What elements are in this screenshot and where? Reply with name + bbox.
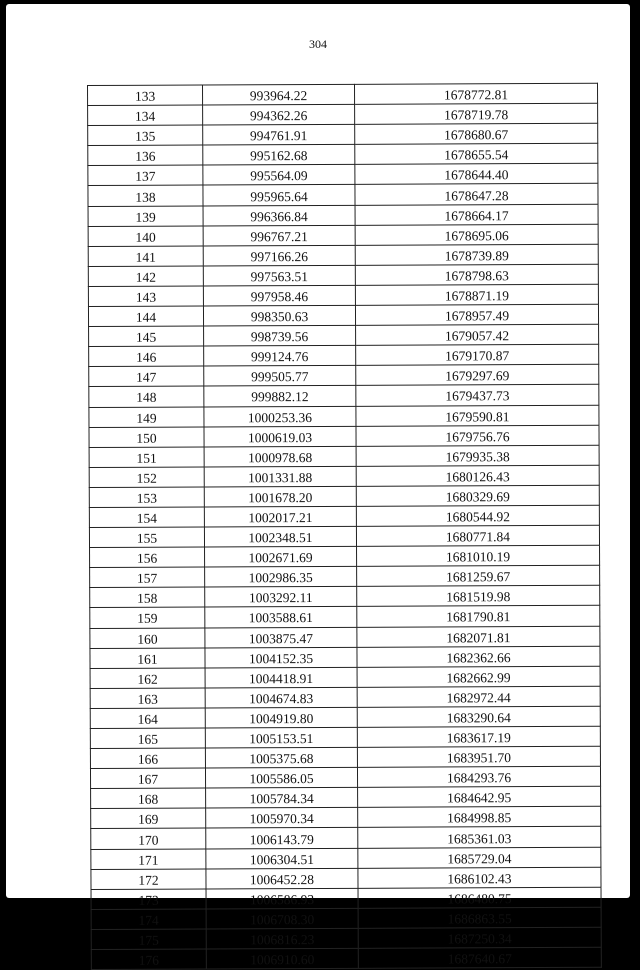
x-coordinate-cell: 994761.91	[203, 125, 355, 146]
point-number-cell: 165	[90, 728, 205, 749]
x-coordinate-cell: 997563.51	[203, 265, 355, 286]
table-row	[90, 726, 600, 748]
x-coordinate-cell: 1006304.51	[206, 848, 358, 869]
point-number-cell: 142	[88, 266, 203, 287]
point-number-cell: 147	[89, 366, 204, 387]
table-row	[90, 766, 600, 788]
y-coordinate-cell: 1679935.38	[356, 445, 599, 466]
x-coordinate-cell: 1006708.30	[206, 908, 358, 929]
table-row	[89, 485, 599, 507]
x-coordinate-cell: 1004919.80	[205, 707, 357, 728]
y-coordinate-cell: 1682362.66	[357, 646, 600, 667]
point-number-cell: 162	[90, 668, 205, 689]
table-row	[90, 686, 600, 708]
x-coordinate-cell: 1000619.03	[204, 426, 356, 447]
x-coordinate-cell: 995564.09	[203, 165, 355, 186]
y-coordinate-cell: 1679057.42	[356, 324, 599, 345]
y-coordinate-cell: 1680329.69	[356, 485, 599, 506]
y-coordinate-cell: 1687250.34	[358, 927, 601, 948]
table-row	[91, 827, 601, 849]
x-coordinate-cell: 1002017.21	[204, 506, 356, 527]
table-row	[89, 405, 599, 427]
table-row	[88, 284, 598, 306]
x-coordinate-cell: 1000978.68	[204, 446, 356, 467]
x-coordinate-cell: 1006910.60	[206, 948, 358, 969]
page-number: 304	[309, 37, 327, 51]
table-row	[90, 666, 600, 688]
table-row	[90, 545, 600, 567]
table-row	[88, 83, 598, 105]
table-row	[89, 505, 599, 527]
y-coordinate-cell: 1681790.81	[357, 606, 600, 627]
y-coordinate-cell: 1678772.81	[354, 83, 597, 104]
y-coordinate-cell: 1678695.06	[355, 224, 598, 245]
y-coordinate-cell: 1679297.69	[356, 365, 599, 386]
y-coordinate-cell: 1678957.49	[355, 304, 598, 325]
y-coordinate-cell: 1678871.19	[355, 284, 598, 305]
point-number-cell: 175	[91, 929, 206, 950]
x-coordinate-cell: 1003292.11	[205, 587, 357, 608]
point-number-cell: 163	[90, 688, 205, 709]
point-number-cell: 148	[89, 386, 204, 407]
point-number-cell: 166	[90, 748, 205, 769]
point-number-cell: 149	[89, 406, 204, 427]
point-number-cell: 151	[89, 447, 204, 468]
y-coordinate-cell: 1679170.87	[356, 344, 599, 365]
x-coordinate-cell: 1002671.69	[205, 546, 357, 567]
table-row	[90, 706, 600, 728]
table-row	[88, 184, 598, 206]
table-row	[88, 304, 598, 326]
x-coordinate-cell: 1001331.88	[204, 466, 356, 487]
x-coordinate-cell: 1003588.61	[205, 607, 357, 628]
table-row	[89, 344, 599, 366]
x-coordinate-cell: 998739.56	[204, 325, 356, 346]
x-coordinate-cell: 999505.77	[204, 366, 356, 387]
y-coordinate-cell: 1686863.55	[358, 907, 601, 928]
x-coordinate-cell: 1006452.28	[206, 868, 358, 889]
y-coordinate-cell: 1679590.81	[356, 405, 599, 426]
point-number-cell: 158	[90, 587, 205, 608]
y-coordinate-cell: 1684642.95	[358, 787, 601, 808]
y-coordinate-cell: 1678719.78	[355, 103, 598, 124]
x-coordinate-cell: 1006586.93	[206, 888, 358, 909]
y-coordinate-cell: 1678644.40	[355, 164, 598, 185]
point-number-cell: 135	[88, 125, 203, 146]
x-coordinate-cell: 996767.21	[203, 225, 355, 246]
y-coordinate-cell: 1683290.64	[357, 706, 600, 727]
y-coordinate-cell: 1678664.17	[355, 204, 598, 225]
x-coordinate-cell: 1002986.35	[205, 567, 357, 588]
y-coordinate-cell: 1685361.03	[358, 827, 601, 848]
point-number-cell: 156	[90, 547, 205, 568]
point-number-cell: 140	[88, 226, 203, 247]
point-number-cell: 145	[89, 326, 204, 347]
point-number-cell: 160	[90, 628, 205, 649]
x-coordinate-cell: 993964.22	[203, 84, 355, 105]
point-number-cell: 157	[90, 567, 205, 588]
x-coordinate-cell: 1001678.20	[204, 486, 356, 507]
x-coordinate-cell: 995965.64	[203, 185, 355, 206]
point-number-cell: 172	[91, 869, 206, 890]
document-page	[6, 4, 630, 968]
x-coordinate-cell: 995162.68	[203, 145, 355, 166]
x-coordinate-cell: 1004152.35	[205, 647, 357, 668]
x-coordinate-cell: 999882.12	[204, 386, 356, 407]
point-number-cell: 150	[89, 427, 204, 448]
y-coordinate-cell: 1686480.75	[358, 887, 601, 908]
y-coordinate-cell: 1678655.54	[355, 144, 598, 165]
table-row	[88, 164, 598, 186]
table-row	[91, 847, 601, 869]
table-row	[91, 867, 601, 889]
table-row	[89, 465, 599, 487]
y-coordinate-cell: 1686102.43	[358, 867, 601, 888]
point-number-cell: 144	[88, 306, 203, 327]
table-row	[91, 887, 601, 909]
point-number-cell: 154	[89, 507, 204, 528]
y-coordinate-cell: 1679437.73	[356, 385, 599, 406]
point-number-cell: 136	[88, 145, 203, 166]
y-coordinate-cell: 1683951.70	[357, 746, 600, 767]
table-row	[88, 103, 598, 125]
coordinate-table-body	[88, 83, 602, 969]
x-coordinate-cell: 998350.63	[203, 305, 355, 326]
x-coordinate-cell: 997166.26	[203, 245, 355, 266]
point-number-cell: 159	[90, 607, 205, 628]
y-coordinate-cell: 1682071.81	[357, 626, 600, 647]
y-coordinate-cell: 1678739.89	[355, 244, 598, 265]
point-number-cell: 143	[88, 286, 203, 307]
point-number-cell: 170	[91, 828, 206, 849]
table-row	[90, 746, 600, 768]
y-coordinate-cell: 1680544.92	[356, 505, 599, 526]
point-number-cell: 167	[90, 768, 205, 789]
point-number-cell: 138	[88, 185, 203, 206]
point-number-cell: 169	[91, 808, 206, 829]
x-coordinate-cell: 1004674.83	[205, 687, 357, 708]
y-coordinate-cell: 1685729.04	[358, 847, 601, 868]
table-row	[89, 425, 599, 447]
y-coordinate-cell: 1682662.99	[357, 666, 600, 687]
point-number-cell: 161	[90, 648, 205, 669]
table-row	[89, 385, 599, 407]
x-coordinate-cell: 997958.46	[203, 285, 355, 306]
table-row	[89, 365, 599, 387]
point-number-cell: 174	[91, 909, 206, 930]
coordinate-table-container	[87, 83, 601, 970]
point-number-cell: 164	[90, 708, 205, 729]
table-row	[89, 445, 599, 467]
table-row	[90, 586, 600, 608]
point-number-cell: 155	[89, 527, 204, 548]
x-coordinate-cell: 996366.84	[203, 205, 355, 226]
point-number-cell: 153	[89, 487, 204, 508]
table-row	[88, 144, 598, 166]
table-row	[91, 787, 601, 809]
x-coordinate-cell: 994362.26	[203, 104, 355, 125]
point-number-cell: 152	[89, 467, 204, 488]
point-number-cell: 173	[91, 889, 206, 910]
point-number-cell: 168	[91, 788, 206, 809]
x-coordinate-cell: 1006143.79	[206, 828, 358, 849]
table-row	[88, 264, 598, 286]
point-number-cell: 134	[88, 105, 203, 126]
x-coordinate-cell: 1002348.51	[204, 526, 356, 547]
table-row	[90, 566, 600, 588]
y-coordinate-cell: 1683617.19	[357, 726, 600, 747]
table-row	[90, 606, 600, 628]
point-number-cell: 146	[89, 346, 204, 367]
y-coordinate-cell: 1678798.63	[355, 264, 598, 285]
table-row	[88, 244, 598, 266]
table-row	[88, 224, 598, 246]
table-row	[91, 907, 601, 929]
x-coordinate-cell: 1006816.23	[206, 928, 358, 949]
y-coordinate-cell: 1678647.28	[355, 184, 598, 205]
table-row	[91, 927, 601, 949]
y-coordinate-cell: 1681259.67	[357, 566, 600, 587]
point-number-cell: 139	[88, 206, 203, 227]
point-number-cell: 133	[88, 85, 203, 106]
table-row	[89, 525, 599, 547]
x-coordinate-cell: 1004418.91	[205, 667, 357, 688]
table-row	[91, 947, 601, 969]
x-coordinate-cell: 1003875.47	[205, 627, 357, 648]
point-number-cell: 137	[88, 165, 203, 186]
table-row	[89, 324, 599, 346]
point-number-cell: 171	[91, 849, 206, 870]
x-coordinate-cell: 1005586.05	[205, 768, 357, 789]
x-coordinate-cell: 999124.76	[204, 346, 356, 367]
table-row	[90, 626, 600, 648]
y-coordinate-cell: 1680771.84	[356, 525, 599, 546]
y-coordinate-cell: 1678680.67	[355, 123, 598, 144]
point-number-cell: 141	[88, 246, 203, 267]
x-coordinate-cell: 1005970.34	[206, 808, 358, 829]
y-coordinate-cell: 1684998.85	[358, 807, 601, 828]
coordinate-table	[87, 83, 602, 970]
table-row	[91, 807, 601, 829]
x-coordinate-cell: 1005784.34	[206, 788, 358, 809]
x-coordinate-cell: 1005153.51	[205, 727, 357, 748]
table-row	[88, 204, 598, 226]
y-coordinate-cell: 1684293.76	[357, 766, 600, 787]
y-coordinate-cell: 1681010.19	[357, 545, 600, 566]
point-number-cell: 176	[91, 949, 206, 970]
y-coordinate-cell: 1681519.98	[357, 586, 600, 607]
y-coordinate-cell: 1679756.76	[356, 425, 599, 446]
x-coordinate-cell: 1005375.68	[205, 747, 357, 768]
table-row	[88, 123, 598, 145]
table-row	[90, 646, 600, 668]
y-coordinate-cell: 1682972.44	[357, 686, 600, 707]
x-coordinate-cell: 1000253.36	[204, 406, 356, 427]
y-coordinate-cell: 1687640.67	[358, 947, 601, 968]
y-coordinate-cell: 1680126.43	[356, 465, 599, 486]
